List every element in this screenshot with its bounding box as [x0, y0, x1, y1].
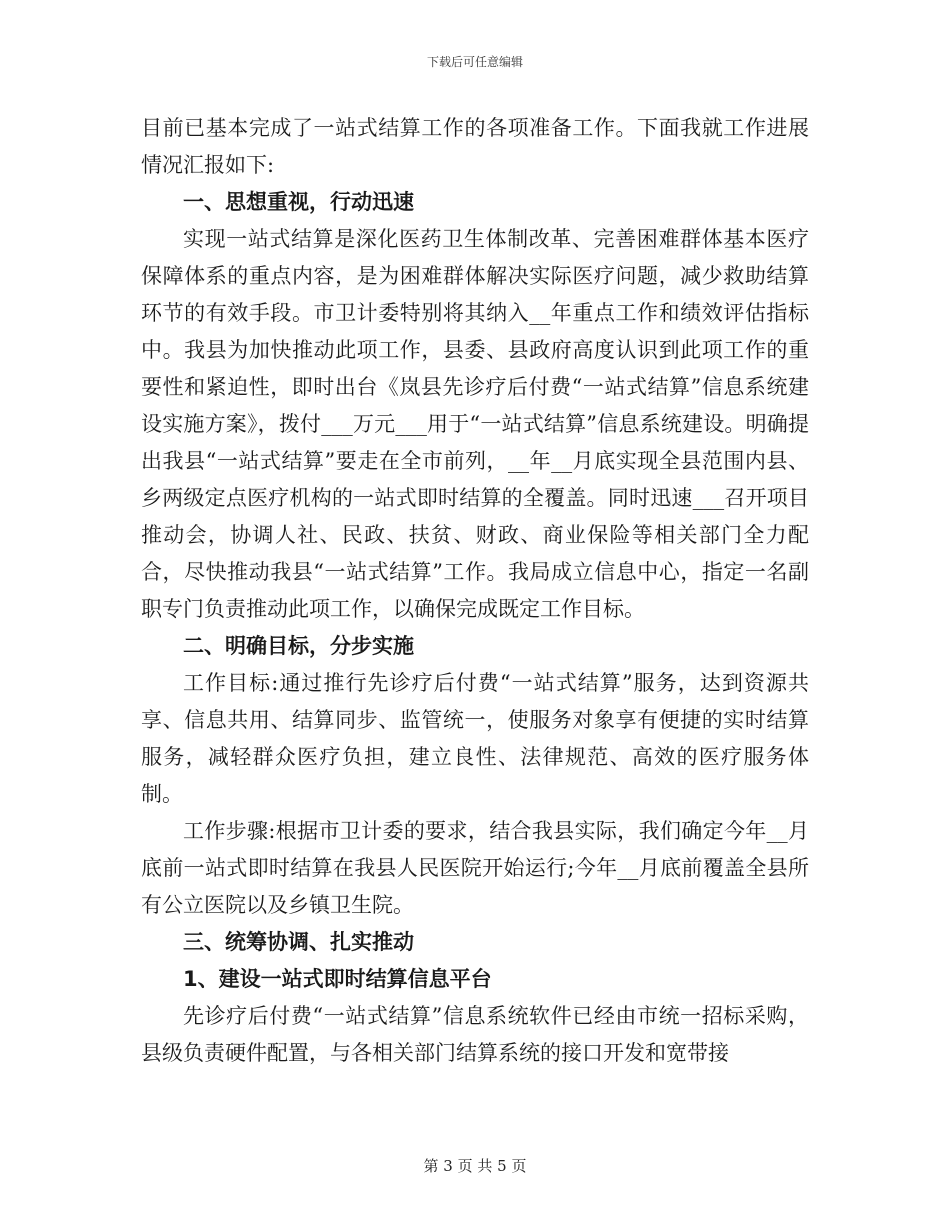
- body-paragraph-steps: 工作步骤:根据市卫计委的要求，结合我县实际，我们确定今年__月底前一站式即时结算在我县人民医院开始运行;今年__月底前覆盖全县所有公立医院以及乡镇卫生院。: [141, 819, 809, 917]
- section-heading-1: 一、思想重视，行动迅速: [183, 190, 414, 214]
- document-body: [141, 110, 809, 1072]
- page-footer: 第 3 页 共 5 页: [423, 1157, 527, 1175]
- body-paragraph-1: 实现一站式结算是深化医药卫生体制改革、完善困难群体基本医疗保障体系的重点内容，是为困难群体解决实际医疗问题，减少救助结算环节的有效手段。市卫计委特别将其纳入__年重点工作和绩效评估指标中。我县为加快推动此项工作，县委、县政府高度认识到此项工作的重要性和紧迫性，即时出台《岚县先诊疗后付费“一站式结算”信息系统建设实施方案》，拨付___万元___用于“一站式结算”信息系统建设。明确提出我县“一站式结算”要走在全市前列，__年__月底实现全县范围内县、乡两级定点医疗机构的一站式即时结算的全覆盖。同时迅速___召开项目推动会，协调人社、民政、扶贫、财政、商业保险等相关部门全力配合，尽快推动我县“一站式结算”工作。我局成立信息中心，指定一名副职专门负责推动此项工作，以确保完成既定工作目标。: [141, 227, 809, 621]
- section-heading-2: 二、明确目标，分步实施: [183, 634, 414, 658]
- intro-paragraph: 目前已基本完成了一站式结算工作的各项准备工作。下面我就工作进展情况汇报如下:: [141, 116, 809, 177]
- subsection-heading-1: 1、建设一站式即时结算信息平台: [183, 967, 492, 991]
- body-paragraph-platform: 先诊疗后付费“一站式结算”信息系统软件已经由市统一招标采购，县级负责硬件配置，与各相关部门结算系统的接口开发和宽带接: [141, 1004, 809, 1065]
- section-heading-3: 三、统筹协调、扎实推动: [183, 930, 414, 954]
- page-header: 下载后可任意编辑: [426, 55, 523, 69]
- body-paragraph-goal: 工作目标:通过推行先诊疗后付费“一站式结算”服务，达到资源共享、信息共用、结算同步、监管统一，使服务对象享有便捷的实时结算服务，减轻群众医疗负担，建立良性、法律规范、高效的医疗服务体制。: [141, 671, 809, 806]
